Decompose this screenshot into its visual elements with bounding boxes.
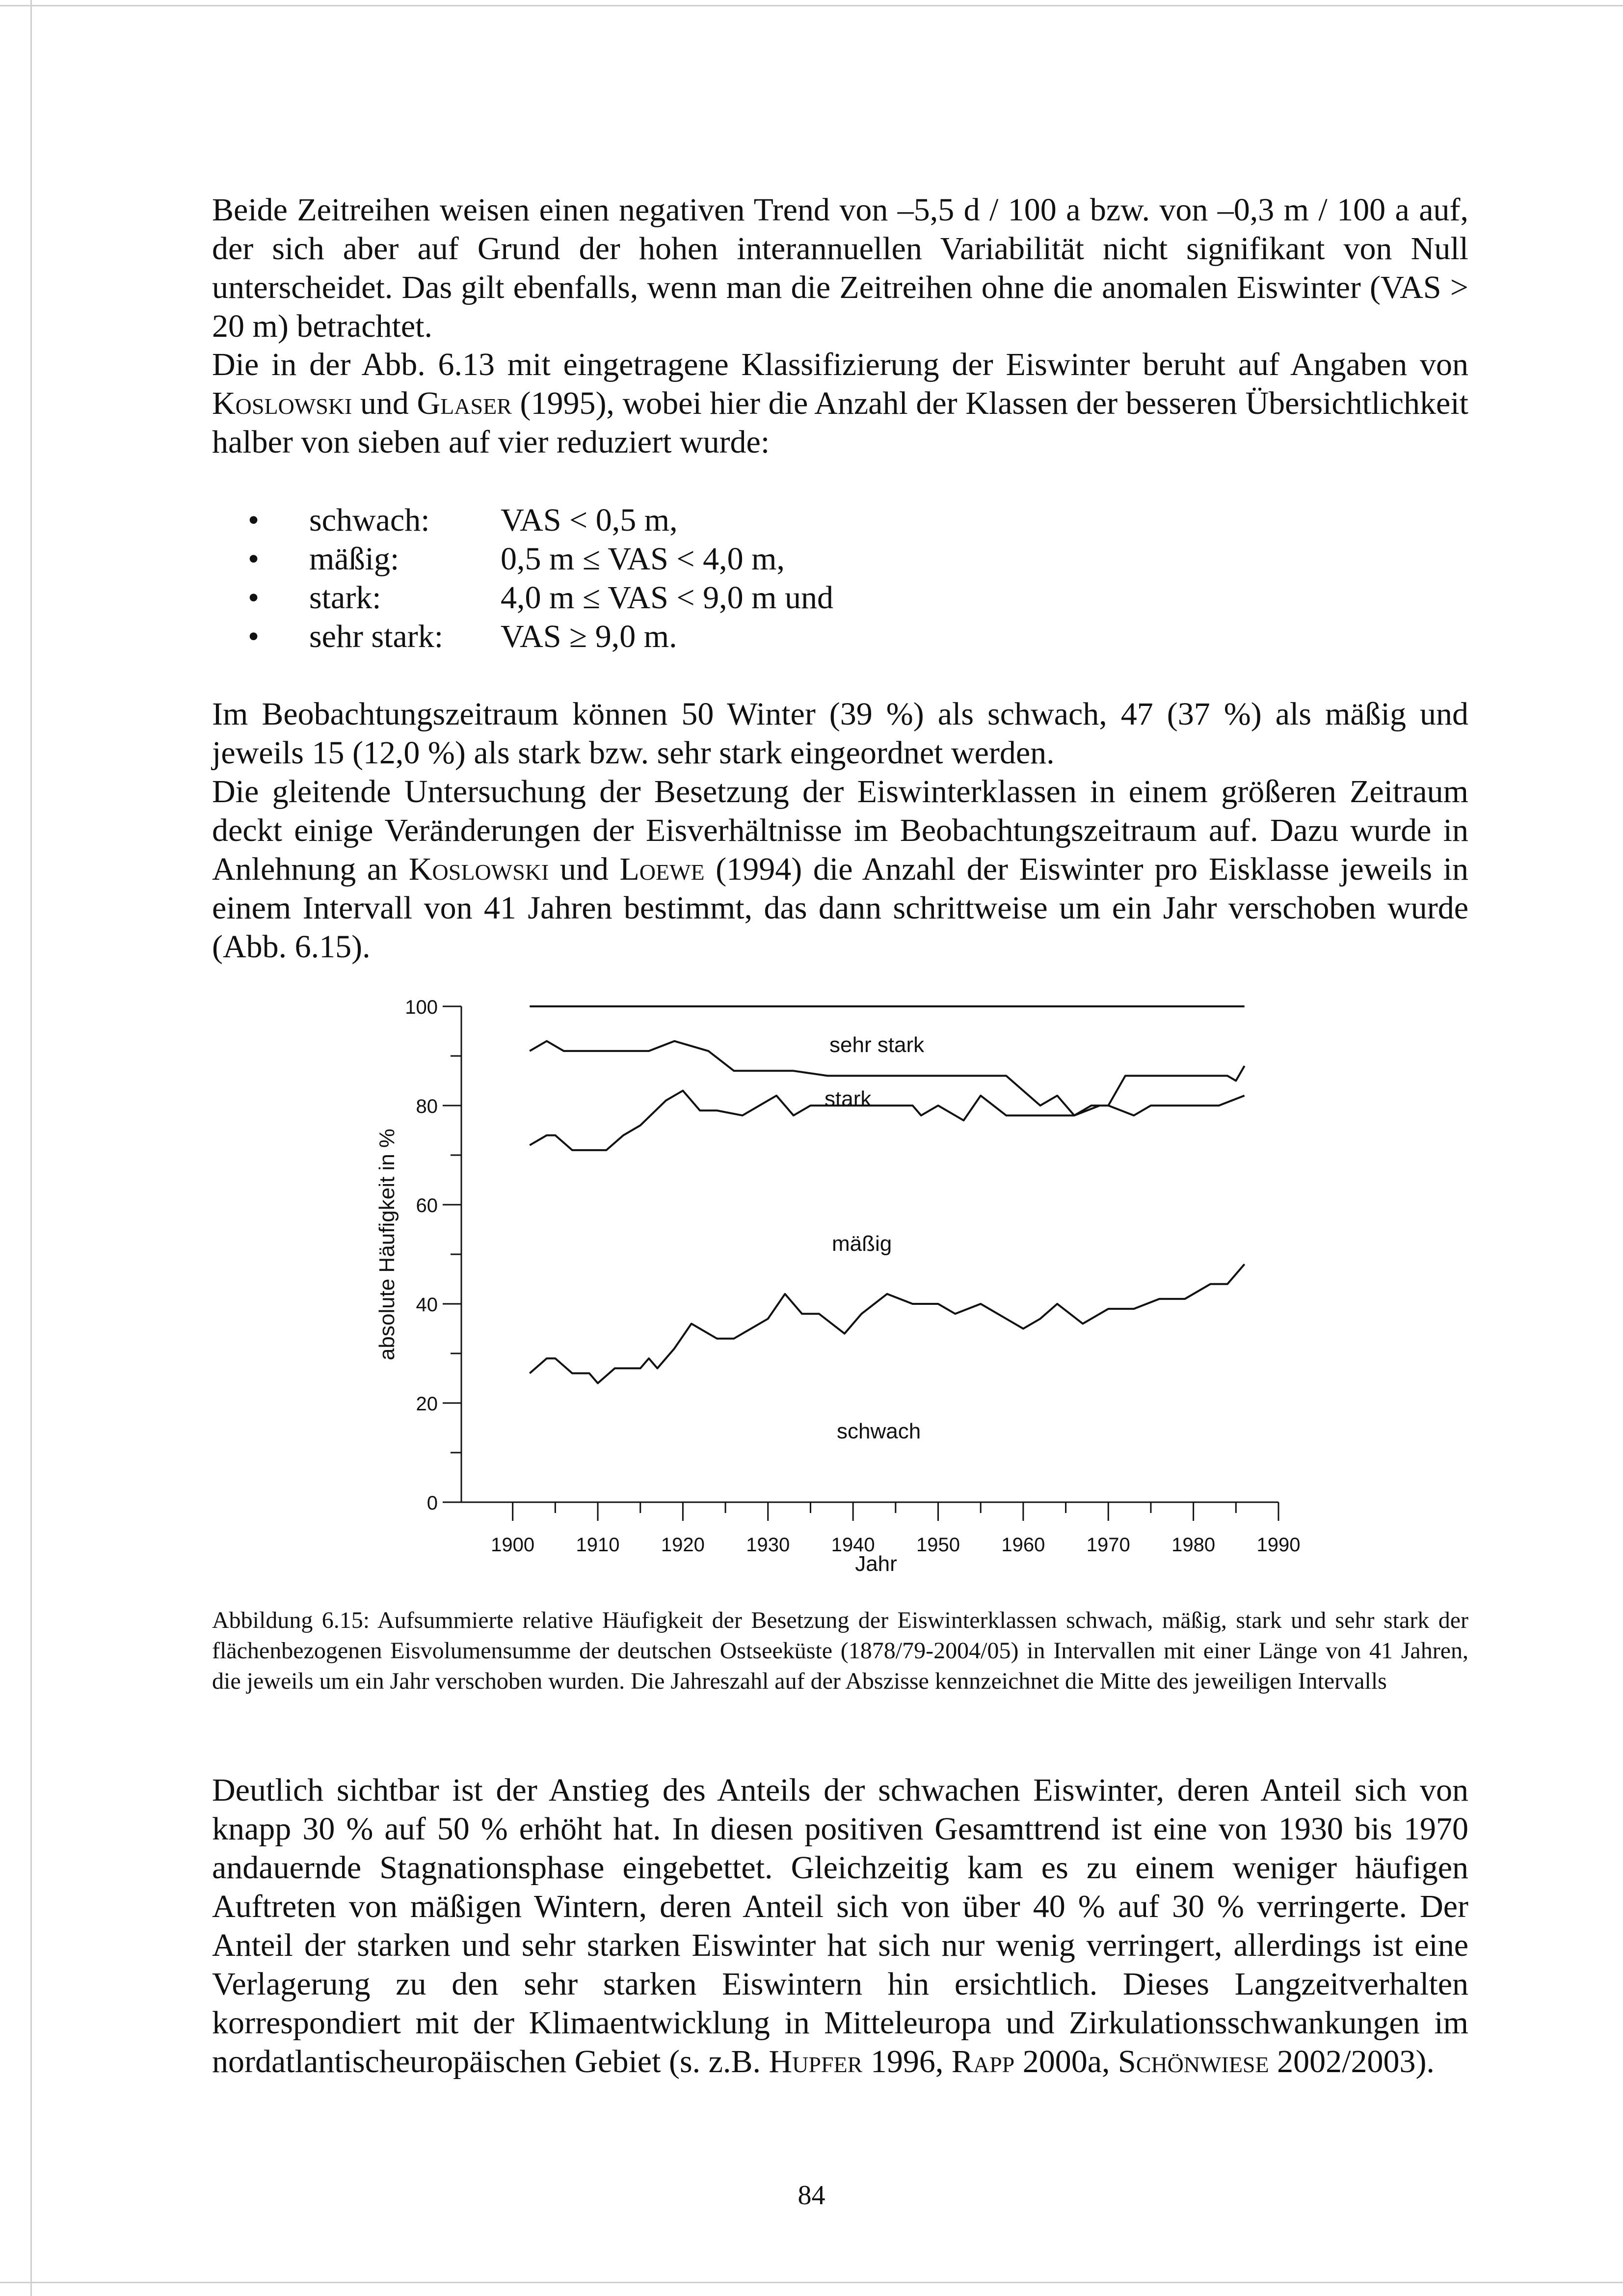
bullet-marker: • bbox=[248, 541, 260, 577]
scan-edge-left bbox=[30, 0, 32, 2296]
region-label-maessig: mäßig bbox=[832, 1232, 892, 1256]
class-range: 4,0 m ≤ VAS < 9,0 m und bbox=[501, 580, 833, 616]
bullet-marker: • bbox=[248, 502, 260, 538]
chart-axes bbox=[405, 997, 1300, 1556]
y-tick-label: 80 bbox=[416, 1096, 438, 1117]
x-tick-label: 1980 bbox=[1171, 1534, 1216, 1556]
class-range: 0,5 m ≤ VAS < 4,0 m, bbox=[501, 541, 785, 577]
x-tick-label: 1970 bbox=[1086, 1534, 1130, 1556]
region-label-stark: stark bbox=[825, 1087, 872, 1111]
y-tick-label: 60 bbox=[416, 1195, 438, 1216]
series-line-schwach bbox=[530, 1264, 1244, 1383]
x-tick-label: 1940 bbox=[831, 1534, 875, 1556]
paragraph-4-part-a: Die gleitende Untersuchung der Besetzung der Eiswinterklassen in einem größeren Zeitraum deckt einige Veränderungen der Eisverhältnisse im Beobachtungszeitraum auf. Dazu wurde in Anlehnung an bbox=[212, 774, 1468, 887]
author-glaser: Glaser bbox=[417, 385, 512, 421]
paragraph-3: Im Beobachtungszeitraum können 50 Winter (39 %) als schwach, 47 (37 %) als mäßig und jeweils 15 (12,0 %) als stark bzw. sehr stark eingeordnet werden. bbox=[212, 696, 1468, 771]
author-loewe: Loewe bbox=[619, 851, 705, 887]
paragraph-2-part-c: (1995), wobei hier die Anzahl der Klassen der besseren Übersichtlichkeit halber von sieben auf vier reduziert wurde: bbox=[212, 385, 1468, 460]
class-range: VAS < 0,5 m, bbox=[501, 502, 678, 538]
author-koslowski: Koslowski bbox=[408, 851, 549, 887]
bullet-marker: • bbox=[248, 619, 260, 654]
scan-edge-top bbox=[0, 5, 1623, 6]
chart-series bbox=[530, 1006, 1244, 1383]
page-number: 84 bbox=[798, 2180, 825, 2211]
paragraph-5-part-a: Deutlich sichtbar ist der Anstieg des Anteils der schwachen Eiswinter, deren Anteil sich von knapp 30 % auf 50 % erhöht hat. In diesen positiven Gesamttrend ist eine von 1930 bis 1970 andauernde Stagnationsphase eingebettet. Gleichzeitig kam es zu einem weniger häufigen Auftreten von mäßigen Wintern, deren Anteil sich von über 40 % auf 30 % verringerte. Der Anteil der starken und sehr starken Eiswinter hat sich nur wenig verringert, allerdings ist eine Verlagerung zu den sehr starken Eiswintern hin ersichtlich. Dieses Langzeitverhalten korrespondiert mit der Klimaentwicklung in Mitteleuropa und Zirkulationsschwankungen im nordatlantischeuropäischen Gebiet (s. z.B. bbox=[212, 1772, 1468, 2080]
x-tick-label: 1960 bbox=[1001, 1534, 1045, 1556]
y-tick-label: 0 bbox=[426, 1492, 438, 1514]
class-label: sehr stark: bbox=[309, 619, 444, 654]
paragraph-2-part-b: und bbox=[352, 385, 417, 421]
y-tick-label: 20 bbox=[416, 1393, 438, 1415]
author-rapp: Rapp bbox=[951, 2044, 1015, 2080]
x-tick-label: 1900 bbox=[491, 1534, 535, 1556]
scan-edge-bottom bbox=[0, 2282, 1623, 2283]
paragraph-5-part-d: 2002/2003). bbox=[1269, 2044, 1435, 2080]
author-schoenwiese: Schönwiese bbox=[1118, 2044, 1269, 2080]
x-tick-label: 1990 bbox=[1256, 1534, 1301, 1556]
paragraph-1: Beide Zeitreihen weisen einen negativen Trend von –5,5 d / 100 a bzw. von –0,3 m / 100 a auf, der sich aber auf Grund der hohen interannuellen Variabilität nicht signifikant von Null unterscheidet. Das gilt ebenfalls, wenn man die Zeitreihen ohne die anomalen Eiswinter (VAS > 20 m) betrachtet. bbox=[212, 192, 1468, 344]
x-tick-label: 1930 bbox=[746, 1534, 790, 1556]
y-tick-label: 100 bbox=[405, 997, 438, 1018]
bullet-marker: • bbox=[248, 580, 260, 616]
x-tick-label: 1950 bbox=[916, 1534, 960, 1556]
series-line-maessig bbox=[530, 1091, 1244, 1150]
y-tick-label: 40 bbox=[416, 1294, 438, 1316]
y-axis-title: absolute Häufigkeit in % bbox=[375, 1128, 399, 1361]
figure-caption: Abbildung 6.15: Aufsummierte relative Häufigkeit der Besetzung der Eiswinterklassen schwach, mäßig, stark und sehr stark der flächenbezogenen Eisvolumensumme der deutschen Ostseeküste (1878/79-2004/05) in Intervallen mit einer Länge von 41 Jahren, die jeweils um ein Jahr verschoben wurden. Die Jahreszahl auf der Abszisse kennzeichnet die Mitte des jeweiligen Intervalls bbox=[212, 1607, 1468, 1694]
x-tick-label: 1910 bbox=[576, 1534, 620, 1556]
region-label-sehr-stark: sehr stark bbox=[829, 1033, 925, 1057]
author-hupfer: Hupfer bbox=[769, 2044, 863, 2080]
class-range: VAS ≥ 9,0 m. bbox=[501, 619, 677, 654]
class-label: mäßig: bbox=[309, 541, 399, 577]
paragraph-4-part-c: (1994) die Anzahl der Eiswinter pro Eisklasse jeweils in einem Intervall von 41 Jahren bestimmt, das dann schrittweise um ein Jahr verschoben wurde (Abb. 6.15). bbox=[212, 851, 1469, 965]
paragraph-2-part-a: Die in der Abb. 6.13 mit eingetragene Klassifizierung der Eiswinter beruht auf Angaben von bbox=[212, 347, 1468, 382]
paragraph-5-part-b: 1996, bbox=[862, 2044, 952, 2080]
paragraph-5-part-c: 2000a, bbox=[1014, 2044, 1118, 2080]
author-koslowski: Koslowski bbox=[212, 385, 352, 421]
paragraph-5 bbox=[212, 1771, 1468, 2081]
region-label-schwach: schwach bbox=[837, 1419, 921, 1443]
x-tick-label: 1920 bbox=[661, 1534, 705, 1556]
class-label: stark: bbox=[309, 580, 381, 616]
class-label: schwach: bbox=[309, 502, 430, 538]
paragraph-4-part-b: und bbox=[549, 851, 620, 887]
x-axis-title: Jahr bbox=[855, 1552, 897, 1576]
